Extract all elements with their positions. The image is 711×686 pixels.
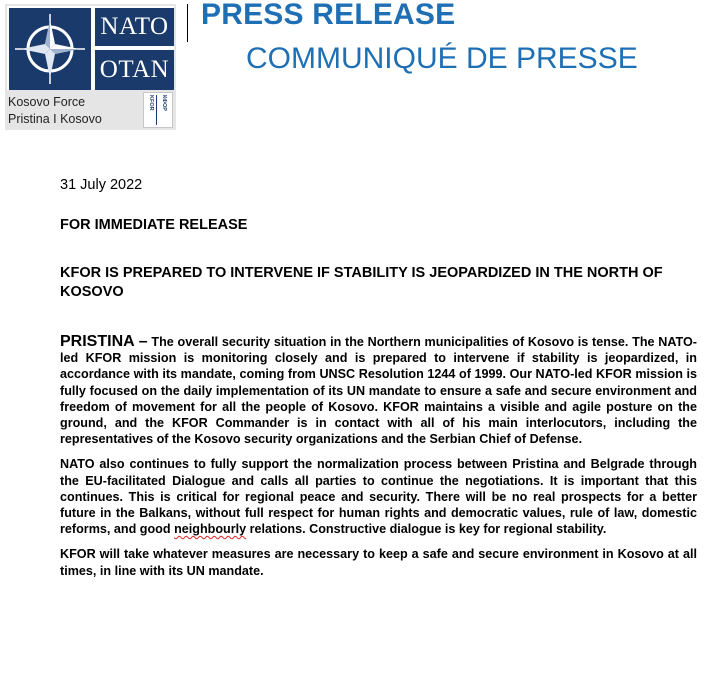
nato-otan-logo xyxy=(7,6,174,90)
otan-wordmark xyxy=(95,50,174,90)
release-date: 31 July 2022 xyxy=(60,177,143,193)
headline: KFOR IS PREPARED TO INTERVENE IF STABILITY IS JEOPARDIZED IN THE NORTH OF KOSOVO xyxy=(60,265,663,300)
nato-word: NATO xyxy=(100,13,169,40)
nato-wordmark xyxy=(95,8,174,46)
dateline: PRISTINA – xyxy=(60,333,148,350)
paragraph-2 xyxy=(60,456,697,537)
paragraph-1-text: The overall security situation in the Northern municipalities of Kosovo is tense. The NATO-led KFOR mission is monitoring closely and is prepared to intervene if stability is jeopardized, in accordance with its mandate, coming from UNSC Resolution 1244 of 1999. Our NATO-led KFOR mission is fully focused on the daily implementation of its UN mandate to ensure a safe and secure environment and freedom of movement for all the people of Kosovo. KFOR maintains a visible and agile posture on the ground, and the KFOR Commander is in contact with all of his main interlocutors, including the representatives of the Kosovo security organizations and the Serbian Chief of Defense. xyxy=(60,335,697,447)
nato-compass-star-icon xyxy=(9,8,91,90)
document-body xyxy=(60,176,700,579)
otan-word: OTAN xyxy=(99,56,170,83)
paragraph-2-text-b: relations. Constructive dialogue is key for regional stability. xyxy=(246,522,607,537)
spellcheck-flagged-word: neighbourly xyxy=(174,522,247,537)
paragraph-1 xyxy=(60,334,697,447)
kfor-badge-icon xyxy=(143,92,173,128)
kfor-badge-cyrillic: КФОР xyxy=(161,95,167,111)
press-release-title: PRESS RELEASE xyxy=(201,0,456,31)
paragraph-3: KFOR will take whatever measures are necessary to keep a safe and secure environment in Kosovo at all times, in line with its UN mandate. xyxy=(60,547,697,578)
kfor-badge-latin: KFOR xyxy=(145,95,157,125)
kfor-caption xyxy=(8,94,102,128)
kfor-line-1: Kosovo Force xyxy=(8,95,86,109)
nato-kfor-logo xyxy=(5,4,176,130)
header-divider xyxy=(187,4,188,42)
communique-title: COMMUNIQUÉ DE PRESSE xyxy=(246,42,638,75)
kfor-line-2: Pristina I Kosovo xyxy=(8,112,102,126)
release-tag: FOR IMMEDIATE RELEASE xyxy=(60,217,248,233)
paragraph-2-text-a: NATO also continues to fully support the normalization process between Pristina and Belgrade through the EU-facilitated Dialogue and calls all parties to continue the negotiations. It is important that this continues. This is critical for regional peace and security. There will be no real prospects for a better future in the Balkans, without full respect for human rights and democratic values, rule of law, domestic reforms, and good xyxy=(60,457,697,537)
